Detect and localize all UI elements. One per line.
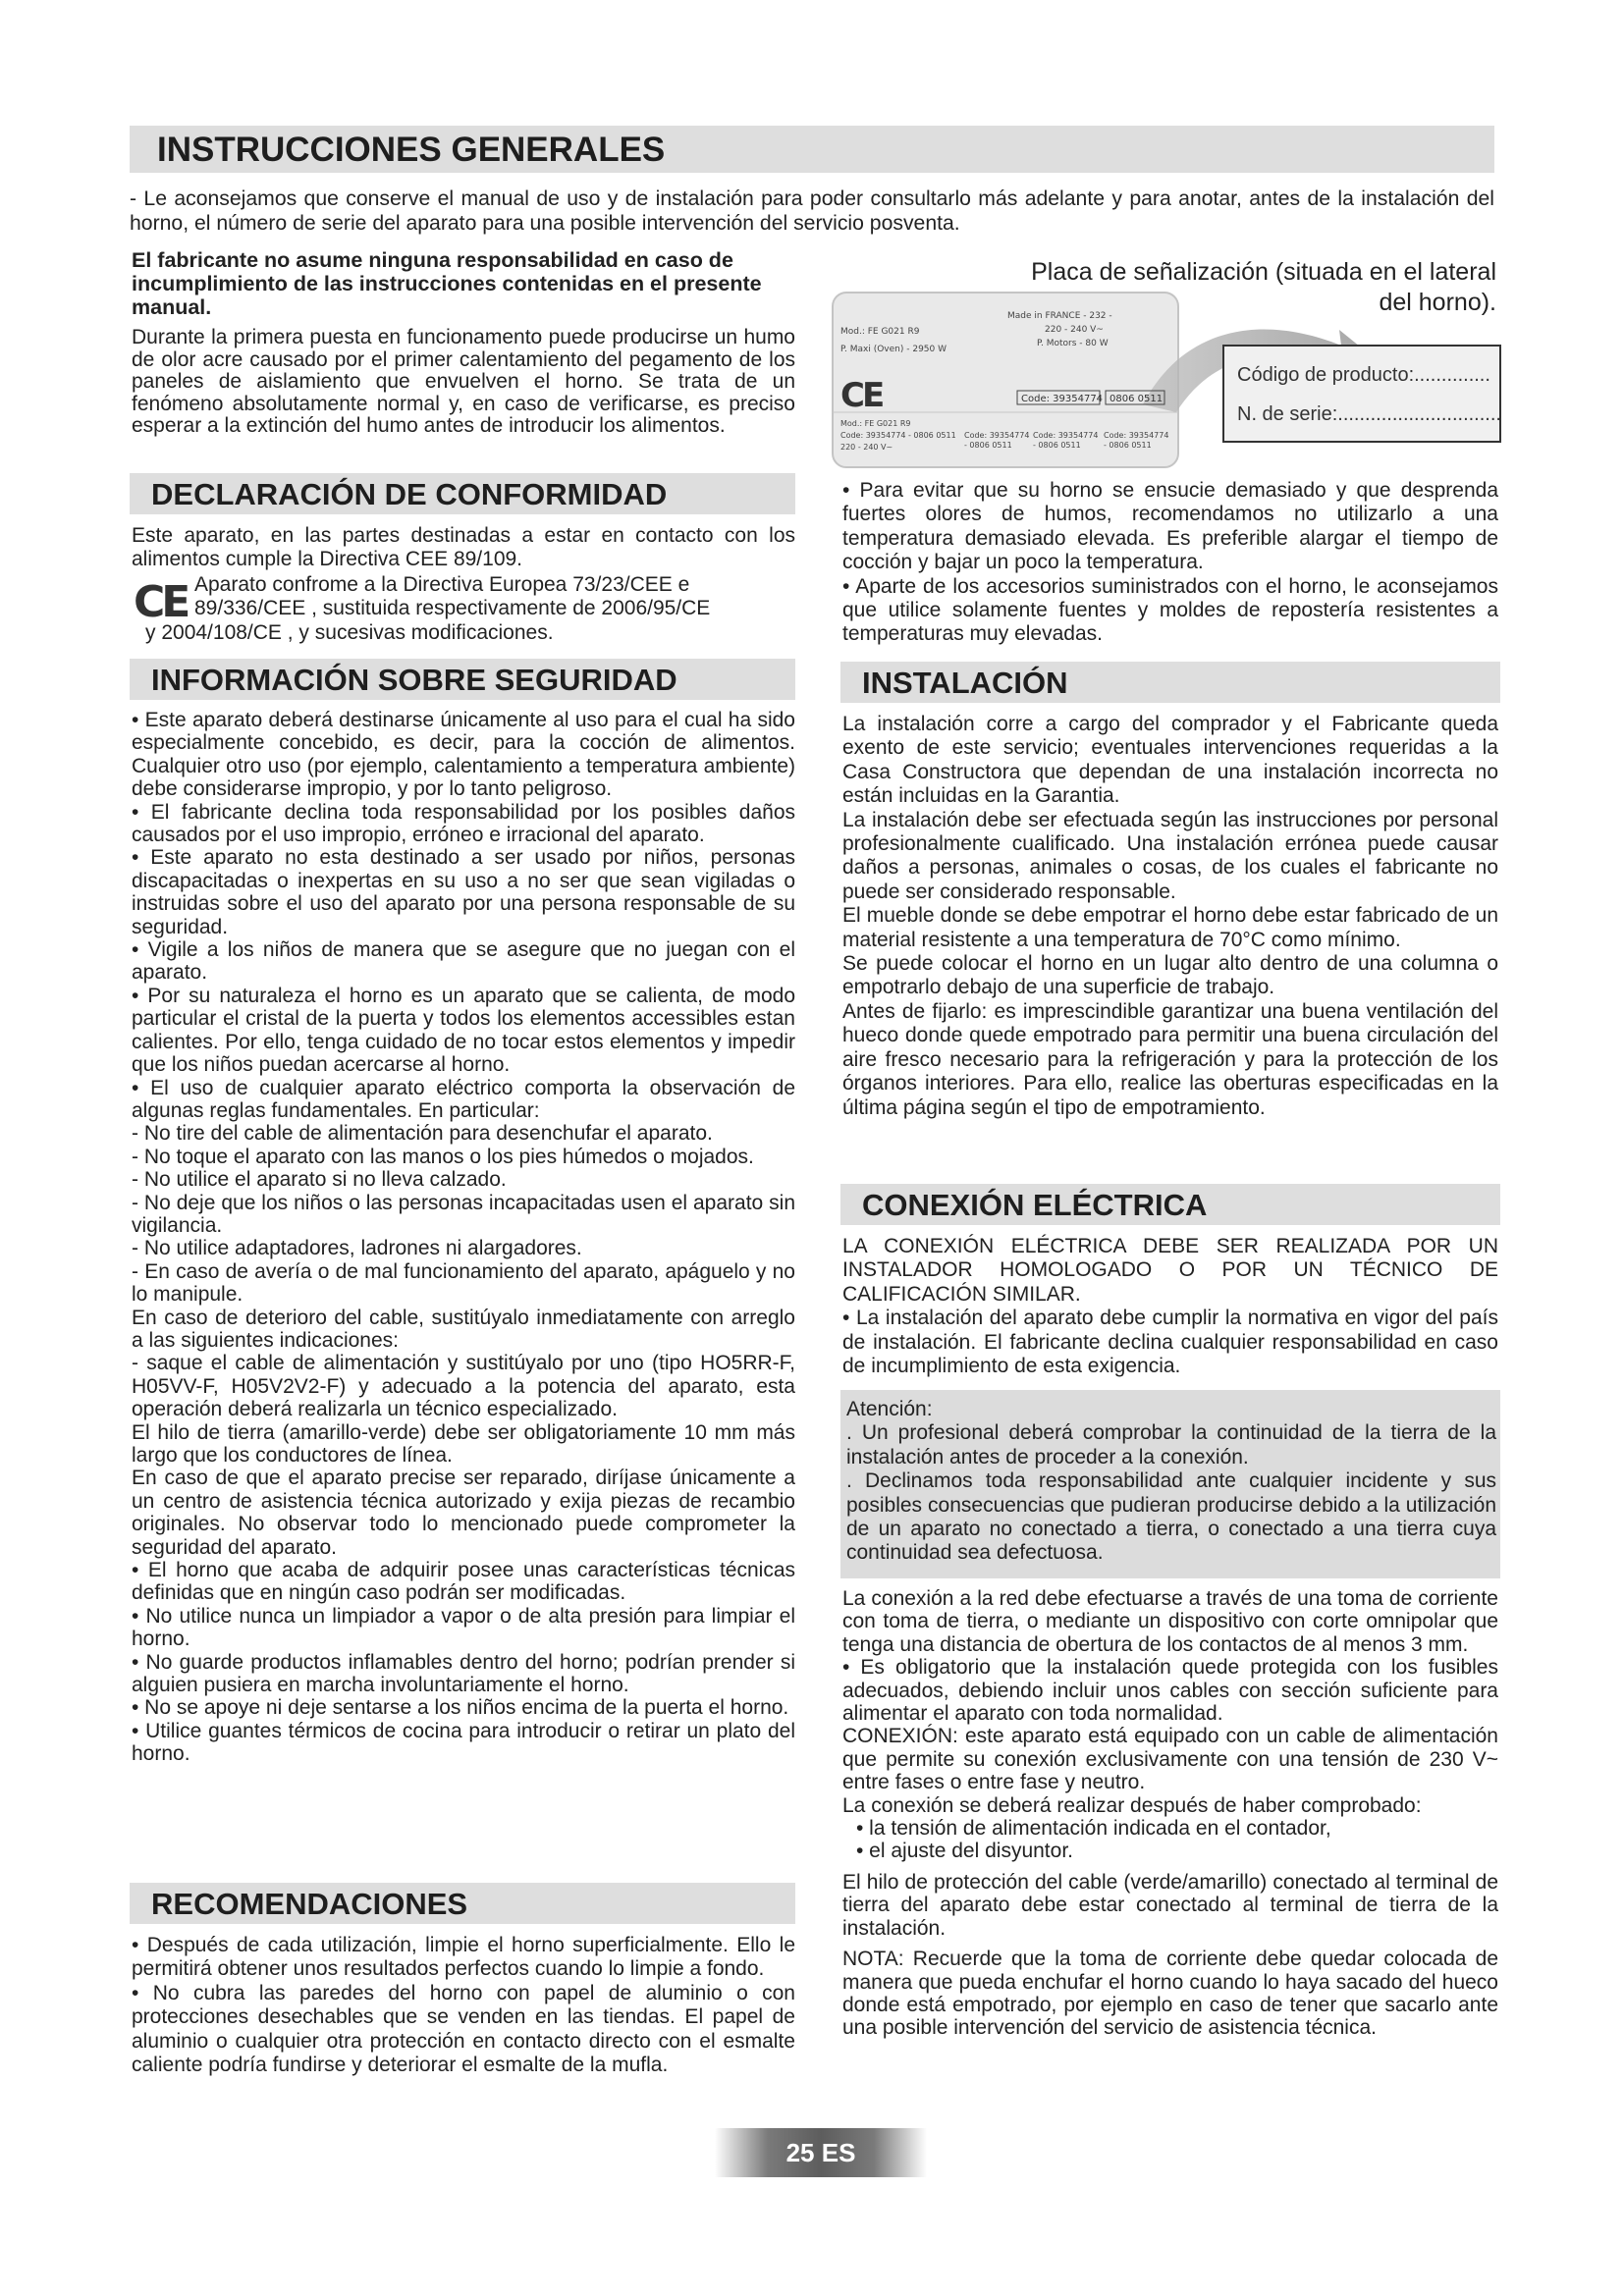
- seguridad-list-5: - No utilice adaptadores, ladrones ni alargadores.: [132, 1237, 582, 1260]
- seguridad-list-3: - No utilice el aparato si no lleva calzado.: [132, 1168, 507, 1192]
- instalacion-p2: La instalación debe ser efectuada según las instrucciones por personal profesionalmente cualificado. Una instalación errónea puede causar daños a personas, animales o cosas, de los cuales el fabricante no puede ser considerado responsable.: [842, 808, 1498, 903]
- plate-voltage: 220 - 240 V~: [1045, 325, 1104, 335]
- conexion-p2: • La instalación del aparato debe cumplir la normativa en vigor del país de instalación. El fabricante declina cualquier responsabilidad en caso de incumplimiento de esta exigencia.: [842, 1307, 1498, 1378]
- plate-ce-mark: CE: [840, 376, 883, 415]
- liability-warning: El fabricante no asume ninguna responsabilidad en caso de incumplimiento de las instrucciones contenidas en el presente manual.: [132, 248, 762, 319]
- plate-code: Code: 39354774: [1021, 394, 1104, 404]
- conformidad-paragraph: Este aparato, en las partes destinadas a estar en contacto con los alimentos cumple la Directiva CEE 89/109.: [132, 524, 795, 571]
- seguridad-p8: - saque el cable de alimentación y sustitúyalo por uno (tipo HO5RR-F, H05VV-F, H05V2V2-F) y adecuado a la potencia del aparato, esta operación deberá realizarla un técnico especializado.: [132, 1352, 795, 1421]
- conformidad-directive-tail: y 2004/108/CE , y sucesivas modificaciones.: [145, 621, 554, 644]
- conexion-block-top: [842, 1235, 1498, 1378]
- conformidad-directive: [194, 573, 795, 621]
- seguridad-p15: • Utilice guantes térmicos de cocina para introducir o retirar un plato del horno.: [132, 1719, 795, 1766]
- seguridad-block: [132, 709, 795, 1766]
- seguridad-list-2: - No toque el aparato con las manos o los pies húmedos o mojados.: [132, 1145, 754, 1168]
- page-title: INSTRUCCIONES GENERALES: [130, 126, 1494, 173]
- section-conexion-title: CONEXIÓN ELÉCTRICA: [840, 1184, 1500, 1225]
- seguridad-p9: El hilo de tierra (amarillo-verde) debe ser obligatoriamente 10 mm más largo que los conductores de línea.: [132, 1420, 795, 1467]
- recomendaciones-p1: • Después de cada utilización, limpie el horno superficialmente. Ello le permitirá obtener unos resultados perfectos cuando lo limpie a fondo.: [132, 1934, 795, 1981]
- ce-mark: CE: [134, 577, 188, 627]
- section-seguridad-title: INFORMACIÓN SOBRE SEGURIDAD: [130, 659, 795, 700]
- plate-stub-3a: Code: 39354774: [1104, 431, 1169, 440]
- product-code-label: Código de producto:..............: [1237, 364, 1490, 386]
- conexion-p5: CONEXIÓN: este aparato está equipado con un cable de alimentación que permite su conexión exclusivamente con una tensión de 230 V~ entre fases o entre fase y neutro.: [842, 1725, 1498, 1794]
- seguridad-list-6: - En caso de avería o de mal funcionamiento del aparato, apáguelo y no lo manipule.: [132, 1259, 795, 1307]
- seguridad-p1: • Este aparato deberá destinarse únicamente al uso para el cual ha sido especialmente concebido, es decir, para la cocción de alimentos. Cualquier otro uso (por ejemplo, calentamiento a temperatura ambiente) debe considerarse impropio, y por lo tanto peligroso.: [132, 709, 795, 801]
- conexion-p6: La conexión se deberá realizar después de haber comprobado:: [842, 1793, 1422, 1817]
- seguridad-p3: • Este aparato no esta destinado a ser usado por niños, personas discapacitadas o inexpertas en su uso a no ser que sean vigiladas o instruidas sobre el uso del aparato por una persona responsable de su seguridad.: [132, 846, 795, 938]
- plate-power-motor: P. Motors - 80 W: [1037, 339, 1109, 348]
- product-info-shade: [1224, 347, 1499, 441]
- conexion-p1: LA CONEXIÓN ELÉCTRICA DEBE SER REALIZADA POR UN INSTALADOR HOMOLOGADO O POR UN TÉCNICO DE CALIFICACIÓN SIMILAR.: [842, 1235, 1498, 1306]
- section-instalacion-title: INSTALACIÓN: [840, 662, 1500, 703]
- rating-plate-illustration: [831, 287, 1508, 473]
- plate-stub-2b: - 0806 0511: [1033, 441, 1081, 450]
- plate-voltage-2: 220 - 240 V~: [840, 443, 893, 452]
- first-use-paragraph: Durante la primera puesta en funcionamento puede producirse un humo de olor acre causado por el primer calentamiento del pegamento de los paneles de aislamiento que envuelven el horno. Se trata de un fenómeno absolutamente normal y, en caso de verificarse, es preciso esperar a la extinción del humo antes de introducir los alimentos.: [132, 326, 795, 437]
- conexion-p8: NOTA: Recuerde que la toma de corriente debe quedar colocada de manera que pueda enchufar el horno cuando lo haya sacado del hueco donde está empotrado, por ejemplo en caso de tener que sacarlo ante una posible intervención del servicio de asistencia técnica.: [842, 1948, 1498, 2040]
- plate-stub-2a: Code: 39354774: [1033, 431, 1099, 440]
- plate-caption: Placa de señalización (situada en el lateral del horno).: [1031, 258, 1496, 316]
- section-conformidad-title: DECLARACIÓN DE CONFORMIDAD: [130, 473, 795, 514]
- seguridad-p13: • No guarde productos inflamables dentro del horno; podrían prender si alguien pusiera en marcha involuntariamente el horno.: [132, 1650, 795, 1697]
- plate-stub-1b: - 0806 0511: [964, 441, 1012, 450]
- atencion-a1: . Un profesional deberá comprobar la continuidad de la tierra de la instalación antes de proceder a la conexión.: [846, 1421, 1496, 1468]
- instalacion-block: [842, 713, 1498, 1120]
- seguridad-p7: En caso de deterioro del cable, sustitúyalo inmediatamente con arreglo a las siguientes indicaciones:: [132, 1306, 795, 1352]
- plate-model-2: Mod.: FE G021 R9: [840, 419, 911, 428]
- conexion-bullet-1: • la tensión de alimentación indicada en el contador,: [856, 1817, 1331, 1841]
- section-recomendaciones-title: RECOMENDACIONES: [130, 1883, 795, 1924]
- page-number: 25 ES: [715, 2128, 927, 2177]
- conformidad-directive-line-2: 89/336/CEE , sustituida respectivamente de 2006/95/CE: [194, 597, 711, 620]
- seguridad-p6: • El uso de cualquier aparato eléctrico comporta la observación de algunas reglas fundamentales. En particular:: [132, 1076, 795, 1122]
- recomendaciones-p2: • No cubra las paredes del horno con papel de aluminio o con protecciones desechables que se venden en las tiendas. El papel de aluminio o cualquier otra protección en contacto directo con el esmalte caliente podría fundirse y deteriorar el esmalte de la mufla.: [132, 1981, 795, 2077]
- conexion-p3: La conexión a la red debe efectuarse a través de una toma de corriente con toma de tierra, o mediante un dispositivo con corte omnipolar que tenga una distancia de obertura de los contactos de al menos 3 mm.: [842, 1587, 1498, 1656]
- instalacion-p5: Antes de fijarlo: es imprescindible garantizar una buena ventilación del hueco donde quede empotrado para permitir una buena circulación del aire fresco necesario para la refrigeración y para la protección de los órganos interiores. Para ello, realice las oberturas especificadas en la última página según el tipo de empotramiento.: [842, 999, 1498, 1119]
- conexion-p7: El hilo de protección del cable (verde/amarillo) conectado al terminal de tierra del aparato debe estar conectado al terminal de tierra de la instalación.: [842, 1870, 1498, 1940]
- plate-serial: 0806 0511: [1110, 394, 1164, 404]
- conformidad-directive-line-1: Aparato confrome a la Directiva Europea 73/23/CEE e: [194, 573, 690, 596]
- seguridad-p2: • El fabricante declina toda responsabilidad por los posibles daños causados por el uso impropio, erróneo e irracional del aparato.: [132, 800, 795, 847]
- seguridad-p10: En caso de que el aparato precise ser reparado, diríjase únicamente a un centro de asistencia técnica autorizado y exija piezas de recambio originales. No observar todo lo mencionado puede comprometer la seguridad del aparato.: [132, 1467, 795, 1559]
- seguridad-p14: • No se apoye ni deje sentarse a los niños encima de la puerta el horno.: [132, 1696, 789, 1720]
- serial-number-label: N. de serie:..............................: [1237, 403, 1501, 425]
- atencion-block: [846, 1398, 1496, 1566]
- intro-paragraph: - Le aconsejamos que conserve el manual de uso y de instalación para poder consultarlo más adelante y para anotar, antes de la instalación del horno, el número de serie del aparato para una posible intervención del servicio posventa.: [130, 187, 1494, 235]
- seguridad-list-4: - No deje que los niños o las personas incapacitadas usen el aparato sin vigilancia.: [132, 1191, 795, 1237]
- conexion-bullet-2: • el ajuste del disyuntor.: [856, 1840, 1073, 1863]
- recomendaciones-block: [132, 1934, 795, 2077]
- seguridad-p4: • Vigile a los niños de manera que se asegure que no juegan con el aparato.: [132, 938, 795, 985]
- recomendaciones-p4: • Aparte de los accesorios suministrados con el horno, le aconsejamos que utilice solamente fuentes y moldes de repostería resistentes a temperaturas muy elevadas.: [842, 574, 1498, 646]
- conexion-block-bottom: [842, 1587, 1498, 2040]
- intro-left-block: [132, 248, 795, 438]
- seguridad-p5: • Por su naturaleza el horno es un aparato que se calienta, de modo particular el cristal de la puerta y todos los elementos accessibles estan calientes. Por ello, tenga cuidado de no tocar estos elementos y impedir que los niños puedan acercarse al horno.: [132, 984, 795, 1077]
- plate-power-oven: P. Maxi (Oven) - 2950 W: [840, 345, 947, 354]
- seguridad-list-1: - No tire del cable de alimentación para desenchufar el aparato.: [132, 1122, 713, 1146]
- plate-model: Mod.: FE G021 R9: [840, 327, 920, 337]
- instalacion-p4: Se puede colocar el horno en un lugar alto dentro de una columna o empotrarlo debajo de una superficie de trabajo.: [842, 952, 1498, 999]
- instalacion-p1: La instalación corre a cargo del comprador y el Fabricante queda exento de este servicio; eventuales intervenciones requeridas a la Casa Constructora que dependan de una instalación incorrecta no están incluidas en la Garantia.: [842, 713, 1498, 808]
- plate-stub-1a: Code: 39354774: [964, 431, 1030, 440]
- seguridad-p11: • El horno que acaba de adquirir posee unas características técnicas definidas que en ningún caso podrán ser modificadas.: [132, 1559, 795, 1605]
- atencion-a2: . Declinamos toda responsabilidad ante cualquier incidente y sus posibles consecuencias que pudieran producirse debido a la utilización de un aparato no conectado a tierra, o conectado a una tierra cuya continuidad sea defectuosa.: [846, 1469, 1496, 1565]
- plate-made-in: Made in FRANCE - 232 -: [1007, 311, 1112, 321]
- recomendaciones-p3: • Para evitar que su horno se ensucie demasiado y que desprenda fuertes olores de humos, recomendamos no utilizarlo a una temperatura demasiado elevada. Es preferible alargar el tiempo de cocción y bajar un poco la temperatura.: [842, 479, 1498, 574]
- conexion-p4: • Es obligatorio que la instalación quede protegida con los fusibles adecuados, debiendo incluir unos cables con sección suficiente para alimentar el aparato con toda normalidad.: [842, 1656, 1498, 1726]
- atencion-label: Atención:: [846, 1398, 933, 1420]
- plate-stub-3b: - 0806 0511: [1104, 441, 1152, 450]
- instalacion-p3: El mueble donde se debe empotrar el horno debe estar fabricado de un material resistente a una temperatura de 70°C como mínimo.: [842, 904, 1498, 951]
- seguridad-p12: • No utilice nunca un limpiador a vapor o de alta presión para limpiar el horno.: [132, 1604, 795, 1651]
- recomendaciones-block-right: [842, 479, 1498, 647]
- conformidad-block: [132, 524, 795, 572]
- plate-code-2: Code: 39354774 - 0806 0511: [840, 431, 956, 440]
